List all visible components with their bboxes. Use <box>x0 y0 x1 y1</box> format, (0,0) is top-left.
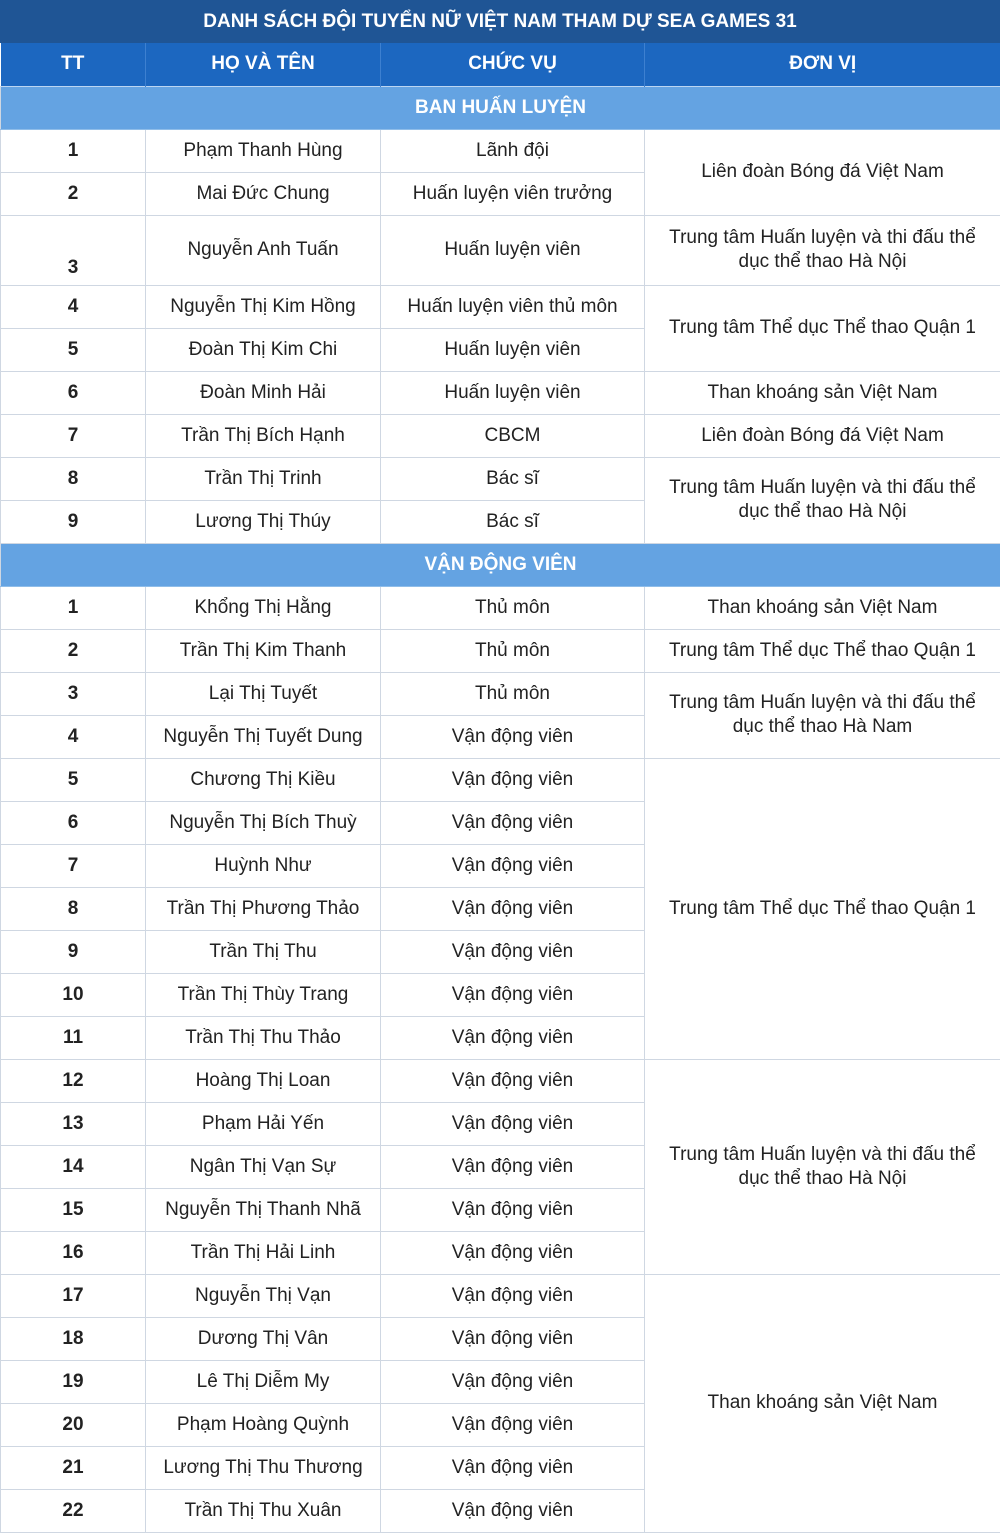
header-unit: ĐƠN VỊ <box>645 43 1000 86</box>
member-role: Huấn luyện viên <box>381 328 645 371</box>
table-row <box>1 586 1000 629</box>
table-row <box>1 215 1000 285</box>
row-number: 3 <box>1 672 146 715</box>
roster-body <box>1 86 1000 1532</box>
member-role: Huấn luyện viên trưởng <box>381 172 645 215</box>
member-name: Lê Thị Diễm My <box>146 1360 381 1403</box>
member-name: Huỳnh Như <box>146 844 381 887</box>
member-name: Nguyễn Thị Vạn <box>146 1274 381 1317</box>
row-number: 20 <box>1 1403 146 1446</box>
member-role: Huấn luyện viên <box>381 215 645 285</box>
row-number: 15 <box>1 1188 146 1231</box>
member-role: Vận động viên <box>381 1016 645 1059</box>
section-label: VẬN ĐỘNG VIÊN <box>1 543 1000 586</box>
member-role: Bác sĩ <box>381 457 645 500</box>
member-name: Trần Thị Thùy Trang <box>146 973 381 1016</box>
member-role: Vận động viên <box>381 973 645 1016</box>
header-name: HỌ VÀ TÊN <box>146 43 381 86</box>
member-role: Vận động viên <box>381 1274 645 1317</box>
table-row <box>1 672 1000 715</box>
member-name: Chương Thị Kiều <box>146 758 381 801</box>
member-unit: Trung tâm Huấn luyện và thi đấu thể dục thể thao Hà Nội <box>645 1059 1000 1274</box>
row-number: 7 <box>1 844 146 887</box>
document-title: DANH SÁCH ĐỘI TUYỂN NỮ VIỆT NAM THAM DỰ SEA GAMES 31 <box>0 0 1000 43</box>
member-name: Dương Thị Vân <box>146 1317 381 1360</box>
member-name: Lại Thị Tuyết <box>146 672 381 715</box>
member-name: Trần Thị Hải Linh <box>146 1231 381 1274</box>
member-name: Lương Thị Thúy <box>146 500 381 543</box>
member-role: Vận động viên <box>381 1145 645 1188</box>
member-name: Đoàn Minh Hải <box>146 371 381 414</box>
member-name: Đoàn Thị Kim Chi <box>146 328 381 371</box>
row-number: 21 <box>1 1446 146 1489</box>
row-number: 6 <box>1 371 146 414</box>
row-number: 6 <box>1 801 146 844</box>
member-unit: Trung tâm Thể dục Thể thao Quận 1 <box>645 285 1000 371</box>
row-number: 17 <box>1 1274 146 1317</box>
table-row <box>1 629 1000 672</box>
member-unit: Trung tâm Huấn luyện và thi đấu thể dục thể thao Hà Nam <box>645 672 1000 758</box>
member-name: Trần Thị Thu Thảo <box>146 1016 381 1059</box>
row-number: 19 <box>1 1360 146 1403</box>
member-role: Vận động viên <box>381 758 645 801</box>
member-role: Vận động viên <box>381 1231 645 1274</box>
header-row <box>1 43 1000 86</box>
row-number: 4 <box>1 285 146 328</box>
table-row <box>1 758 1000 801</box>
member-name: Nguyễn Anh Tuấn <box>146 215 381 285</box>
member-role: Vận động viên <box>381 930 645 973</box>
row-number: 1 <box>1 129 146 172</box>
member-name: Nguyễn Thị Tuyết Dung <box>146 715 381 758</box>
member-unit: Trung tâm Thể dục Thể thao Quận 1 <box>645 629 1000 672</box>
member-unit: Trung tâm Huấn luyện và thi đấu thể dục thể thao Hà Nội <box>645 215 1000 285</box>
row-number: 5 <box>1 328 146 371</box>
member-unit: Trung tâm Thể dục Thể thao Quận 1 <box>645 758 1000 1059</box>
member-role: Bác sĩ <box>381 500 645 543</box>
row-number: 2 <box>1 172 146 215</box>
section-label: BAN HUẤN LUYỆN <box>1 86 1000 129</box>
member-unit: Than khoáng sản Việt Nam <box>645 371 1000 414</box>
member-unit: Than khoáng sản Việt Nam <box>645 1274 1000 1532</box>
member-name: Hoàng Thị Loan <box>146 1059 381 1102</box>
member-name: Trần Thị Phương Thảo <box>146 887 381 930</box>
row-number: 12 <box>1 1059 146 1102</box>
member-name: Khổng Thị Hằng <box>146 586 381 629</box>
row-number: 10 <box>1 973 146 1016</box>
row-number: 3 <box>1 215 146 285</box>
roster-table <box>0 43 1000 1533</box>
member-name: Nguyễn Thị Kim Hồng <box>146 285 381 328</box>
member-role: Huấn luyện viên <box>381 371 645 414</box>
member-role: Lãnh đội <box>381 129 645 172</box>
row-number: 4 <box>1 715 146 758</box>
member-role: Vận động viên <box>381 1188 645 1231</box>
member-role: Huấn luyện viên thủ môn <box>381 285 645 328</box>
row-number: 5 <box>1 758 146 801</box>
member-role: Thủ môn <box>381 629 645 672</box>
row-number: 14 <box>1 1145 146 1188</box>
member-unit: Liên đoàn Bóng đá Việt Nam <box>645 414 1000 457</box>
member-name: Trần Thị Thu Xuân <box>146 1489 381 1532</box>
member-name: Phạm Hoàng Quỳnh <box>146 1403 381 1446</box>
member-role: Vận động viên <box>381 1317 645 1360</box>
member-role: Vận động viên <box>381 1403 645 1446</box>
table-row <box>1 1274 1000 1317</box>
member-role: Vận động viên <box>381 1102 645 1145</box>
table-row <box>1 414 1000 457</box>
member-role: Vận động viên <box>381 1360 645 1403</box>
member-role: CBCM <box>381 414 645 457</box>
table-row <box>1 457 1000 500</box>
member-name: Trần Thị Thu <box>146 930 381 973</box>
member-role: Vận động viên <box>381 1446 645 1489</box>
header-stt: TT <box>1 43 146 86</box>
row-number: 8 <box>1 457 146 500</box>
row-number: 9 <box>1 930 146 973</box>
member-role: Vận động viên <box>381 715 645 758</box>
header-role: CHỨC VỤ <box>381 43 645 86</box>
row-number: 18 <box>1 1317 146 1360</box>
row-number: 2 <box>1 629 146 672</box>
member-role: Thủ môn <box>381 672 645 715</box>
section-row <box>1 86 1000 129</box>
member-unit: Trung tâm Huấn luyện và thi đấu thể dục thể thao Hà Nội <box>645 457 1000 543</box>
row-number: 22 <box>1 1489 146 1532</box>
member-role: Vận động viên <box>381 887 645 930</box>
row-number: 7 <box>1 414 146 457</box>
row-number: 1 <box>1 586 146 629</box>
member-name: Trần Thị Trinh <box>146 457 381 500</box>
member-name: Nguyễn Thị Thanh Nhã <box>146 1188 381 1231</box>
member-role: Vận động viên <box>381 1059 645 1102</box>
row-number: 13 <box>1 1102 146 1145</box>
table-row <box>1 285 1000 328</box>
member-name: Trần Thị Bích Hạnh <box>146 414 381 457</box>
member-role: Thủ môn <box>381 586 645 629</box>
member-name: Nguyễn Thị Bích Thuỳ <box>146 801 381 844</box>
member-name: Trần Thị Kim Thanh <box>146 629 381 672</box>
row-number: 16 <box>1 1231 146 1274</box>
member-role: Vận động viên <box>381 801 645 844</box>
table-row <box>1 1059 1000 1102</box>
table-row <box>1 129 1000 172</box>
member-name: Phạm Hải Yến <box>146 1102 381 1145</box>
member-role: Vận động viên <box>381 844 645 887</box>
section-row <box>1 543 1000 586</box>
member-name: Lương Thị Thu Thương <box>146 1446 381 1489</box>
member-role: Vận động viên <box>381 1489 645 1532</box>
row-number: 11 <box>1 1016 146 1059</box>
member-name: Mai Đức Chung <box>146 172 381 215</box>
member-name: Phạm Thanh Hùng <box>146 129 381 172</box>
row-number: 8 <box>1 887 146 930</box>
row-number: 9 <box>1 500 146 543</box>
member-name: Ngân Thị Vạn Sự <box>146 1145 381 1188</box>
member-unit: Than khoáng sản Việt Nam <box>645 586 1000 629</box>
table-row <box>1 371 1000 414</box>
member-unit: Liên đoàn Bóng đá Việt Nam <box>645 129 1000 215</box>
